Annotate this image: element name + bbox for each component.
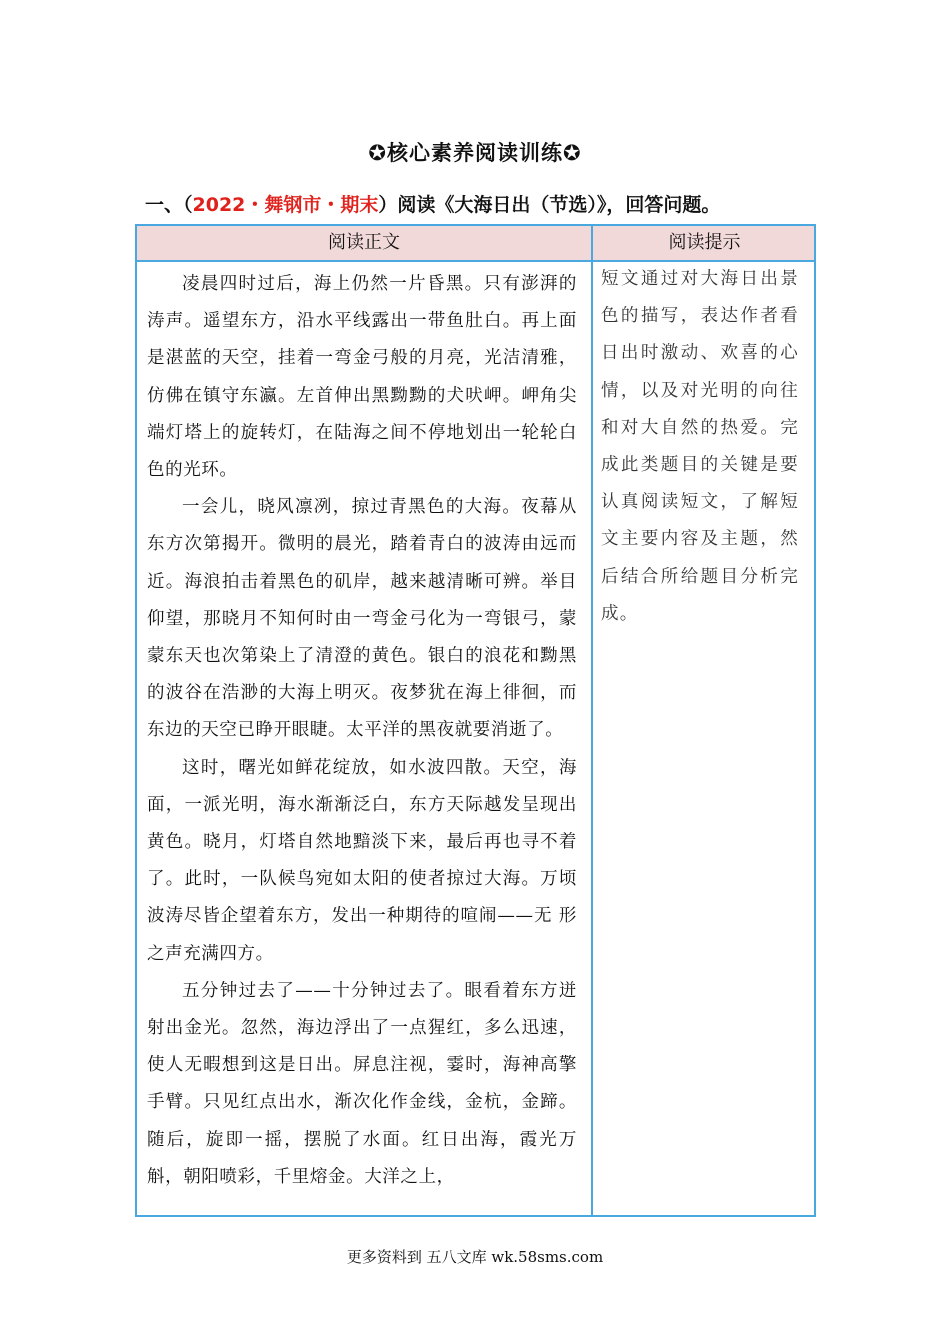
column-divider — [591, 226, 593, 1215]
page-title: ✪核心素养阅读训练✪ — [368, 141, 582, 165]
reading-body — [147, 266, 577, 1196]
question-suffix: ）阅读《大海日出（节选）》，回答问题。 — [378, 194, 721, 216]
header-reading-text: 阅读正文 — [328, 232, 400, 253]
reading-table — [135, 224, 816, 1217]
footer-link-text[interactable]: 更多资料到 五八文库 wk.58sms.com — [346, 1248, 604, 1266]
paragraph: 一会儿，晓风凛冽，掠过青黑色的大海。夜幕从东方次第揭开。微明的晨光，踏着青白的波涛由远而近。海浪拍击着黑色的矶岸，越来越清晰可辨。举目仰望，那晓月不知何时由一弯金弓化为一弯银弓，蒙蒙东天也次第染上了清澄的黄色。银白的浪花和黝黑的波谷在浩渺的大海上明灭。夜梦犹在海上徘徊，而东边的天空已睁开眼睫。太平洋的黑夜就要消逝了。 — [147, 497, 577, 741]
question-source: 2022・舞钢市・期末 — [192, 194, 379, 216]
paragraph: 凌晨四时过后，海上仍然一片昏黑。只有澎湃的涛声。遥望东方，沿水平线露出一带鱼肚白。再上面是湛蓝的天空，挂着一弯金弓般的月亮，光洁清雅，仿佛在镇守东瀛。左首伸出黑黝黝的犬吠岬。岬角尖端灯塔上的旋转灯，在陆海之间不停地划出一轮轮白色的光环。 — [147, 274, 577, 481]
question-prefix: 一、（ — [145, 194, 193, 216]
header-reading-hint: 阅读提示 — [668, 232, 741, 253]
table-header-row — [137, 226, 814, 262]
reading-hint: 短文通过对大海日出景色的描写，表达作者看日出时激动、欢喜的心情，以及对光明的向往和对大自然的热爱。完成此类题目的关键是要认真阅读短文，了解短文主要内容及主题，然后结合所给题目分析完成。 — [601, 269, 799, 624]
paragraph: 五分钟过去了——十分钟过去了。眼看着东方迸射出金光。忽然，海边浮出了一点猩红，多么迅速，使人无暇想到这是日出。屏息注视，霎时，海神高擎手臂。只见红点出水，渐次化作金线，金杭，金蹄。随后，旋即一摇，摆脱了水面。红日出海，霞光万斛，朝阳喷彩，千里熔金。大洋之上， — [147, 980, 577, 1187]
question-heading — [145, 190, 720, 217]
paragraph: 这时，曙光如鲜花绽放，如水波四散。天空，海面，一派光明，海水渐渐泛白，东方天际越发呈现出黄色。晓月，灯塔自然地黯淡下来，最后再也寻不着了。此时，一队候鸟宛如太阳的使者掠过大海。万顷波涛尽皆企望着东方，发出一种期待的喧闹——无 形之声充满四方。 — [147, 757, 577, 964]
